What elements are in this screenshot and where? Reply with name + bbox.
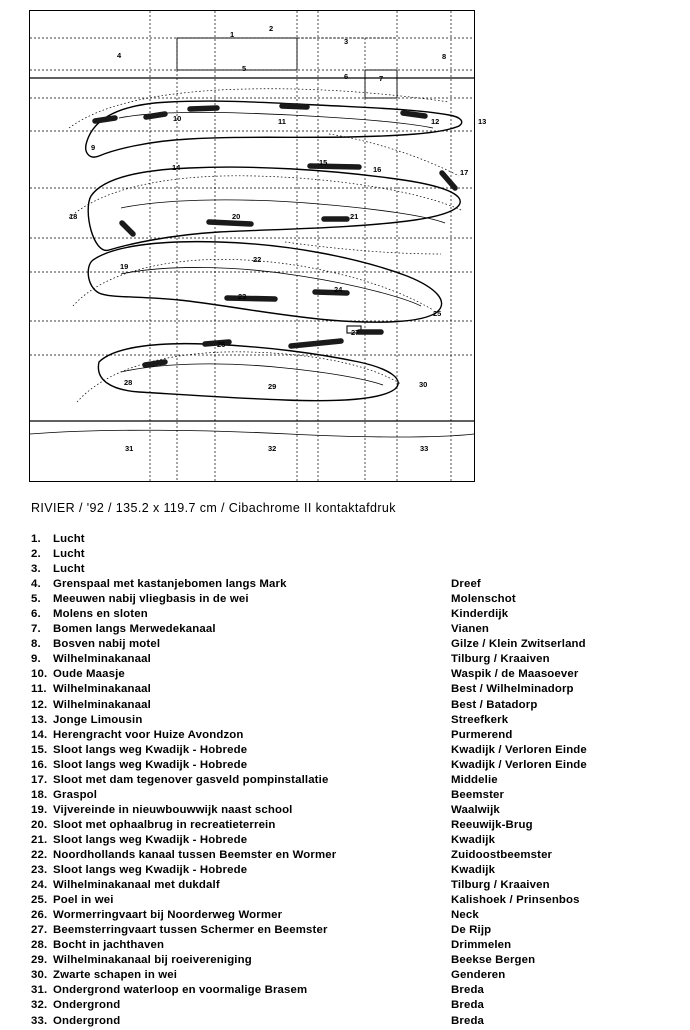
legend-row xyxy=(31,894,671,909)
legend-row xyxy=(31,984,671,999)
legend-number: 20. xyxy=(31,818,48,831)
legend-row xyxy=(31,924,671,939)
legend-description: Meeuwen nabij vliegbasis in de wei xyxy=(53,593,249,606)
legend-description: Wilhelminakanaal xyxy=(53,653,151,666)
legend-location: Streefkerk xyxy=(451,713,509,726)
legend-row xyxy=(31,1015,671,1030)
legend-number: 21. xyxy=(31,833,48,846)
legend-row xyxy=(31,623,671,638)
map-cell-number: 15 xyxy=(319,158,328,167)
legend-description: Sloot met ophaalbrug in recreatieterrein xyxy=(53,818,276,831)
legend-row xyxy=(31,864,671,879)
legend-location: Tilburg / Kraaiven xyxy=(451,653,550,666)
legend-row xyxy=(31,849,671,864)
legend-number: 12. xyxy=(31,698,48,711)
legend-location: Neck xyxy=(451,909,479,922)
legend-location: Dreef xyxy=(451,578,481,591)
map-cell-number: 23 xyxy=(238,292,247,301)
map-cell-number: 28 xyxy=(124,378,133,387)
legend-description: Lucht xyxy=(53,563,85,576)
map-cell-number: 21 xyxy=(350,212,359,221)
legend-description: Zwarte schapen in wei xyxy=(53,969,178,982)
legend-location: Zuidoostbeemster xyxy=(451,848,553,861)
legend-number: 16. xyxy=(31,758,48,771)
legend-description: Poel in wei xyxy=(53,894,114,907)
map-cell-number: 16 xyxy=(373,165,382,174)
legend-number: 18. xyxy=(31,788,48,801)
legend-description: Sloot langs weg Kwadijk - Hobrede xyxy=(53,743,248,756)
map-cell-number: 22 xyxy=(253,255,262,264)
legend-description: Wilhelminakanaal bij roeivereniging xyxy=(53,954,252,967)
map-cell-number: 32 xyxy=(268,444,277,453)
legend-number: 8. xyxy=(31,638,41,651)
map-cell-number: 12 xyxy=(431,117,440,126)
legend-row xyxy=(31,593,671,608)
map-cell-number: 18 xyxy=(69,212,78,221)
legend-row xyxy=(31,714,671,729)
map-cell-number: 17 xyxy=(460,168,469,177)
legend-description: Noordhollands kanaal tussen Beemster en Wormer xyxy=(53,848,337,861)
legend-location: Purmerend xyxy=(451,728,513,741)
legend-row xyxy=(31,563,671,578)
legend-location: Waalwijk xyxy=(451,803,500,816)
legend-number: 6. xyxy=(31,608,41,621)
legend-description: Vijvereinde in nieuwbouwwijk naast school xyxy=(53,803,293,816)
map-cell-number: 26 xyxy=(217,340,226,349)
legend-row xyxy=(31,683,671,698)
legend-row xyxy=(31,879,671,894)
legend-row xyxy=(31,578,671,593)
map-cell-number: 11 xyxy=(278,117,286,126)
legend-row xyxy=(31,789,671,804)
legend-description: Ondergrond xyxy=(53,999,121,1012)
map-cell-number: 27 xyxy=(351,328,360,337)
legend-number: 31. xyxy=(31,984,48,997)
legend-number: 28. xyxy=(31,939,48,952)
legend-description: Bosven nabij motel xyxy=(53,638,161,651)
legend-number: 30. xyxy=(31,969,48,982)
legend-location: Best / Wilhelminadorp xyxy=(451,683,574,696)
legend-number: 29. xyxy=(31,954,48,967)
legend-location: Breda xyxy=(451,1014,485,1027)
legend-number: 22. xyxy=(31,848,48,861)
legend-number: 15. xyxy=(31,743,48,756)
map-cell-number: 29 xyxy=(268,382,277,391)
legend-number: 25. xyxy=(31,894,48,907)
map-cell-number: 4 xyxy=(117,51,122,60)
legend-location: Genderen xyxy=(451,969,506,982)
legend-row xyxy=(31,699,671,714)
map-cell-number: 10 xyxy=(173,114,182,123)
legend-row xyxy=(31,638,671,653)
map-cell-number: 14 xyxy=(172,163,181,172)
legend-location: Best / Batadorp xyxy=(451,698,538,711)
legend-location: Kwadijk xyxy=(451,833,496,846)
map-cell-number: 3 xyxy=(344,37,349,46)
map-cell-number: 24 xyxy=(334,285,343,294)
legend-number: 3. xyxy=(31,563,41,576)
legend-location: Tilburg / Kraaiven xyxy=(451,879,550,892)
legend-row xyxy=(31,608,671,623)
legend-number: 24. xyxy=(31,879,48,892)
legend-row xyxy=(31,548,671,563)
legend-location: Beemster xyxy=(451,788,505,801)
legend-number: 26. xyxy=(31,909,48,922)
legend-number: 33. xyxy=(31,1014,48,1027)
legend-number: 13. xyxy=(31,713,48,726)
legend-location: Kwadijk xyxy=(451,864,496,877)
legend-description: Bomen langs Merwedekanaal xyxy=(53,623,216,636)
legend-description: Ondergrond xyxy=(53,1014,121,1027)
legend-description: Beemsterringvaart tussen Schermer en Beemster xyxy=(53,924,328,937)
legend-location: Waspik / de Maasoever xyxy=(451,668,579,681)
legend-number: 27. xyxy=(31,924,48,937)
legend-location: Drimmelen xyxy=(451,939,512,952)
legend-row xyxy=(31,774,671,789)
legend-row xyxy=(31,804,671,819)
map-drawing xyxy=(29,10,475,482)
map-cell-number: 1 xyxy=(230,30,235,39)
legend-description: Oude Maasje xyxy=(53,668,125,681)
legend-description: Graspol xyxy=(53,788,98,801)
legend-location: Kinderdijk xyxy=(451,608,509,621)
legend-description: Grenspaal met kastanjebomen langs Mark xyxy=(53,578,287,591)
legend-location: Middelie xyxy=(451,773,498,786)
legend-description: Jonge Limousin xyxy=(53,713,143,726)
legend-number: 23. xyxy=(31,864,48,877)
legend-description: Sloot langs weg Kwadijk - Hobrede xyxy=(53,864,248,877)
legend-location: Reeuwijk-Brug xyxy=(451,818,533,831)
legend-row xyxy=(31,909,671,924)
legend-row xyxy=(31,834,671,849)
legend-location: Kalishoek / Prinsenbos xyxy=(451,894,580,907)
legend-description: Molens en sloten xyxy=(53,608,148,621)
legend-list xyxy=(31,533,671,1030)
map-cell-number: 19 xyxy=(120,262,129,271)
legend-row xyxy=(31,969,671,984)
legend-description: Wormerringvaart bij Noorderweg Wormer xyxy=(53,909,283,922)
legend-number: 1. xyxy=(31,533,41,545)
legend-description: Sloot met dam tegenover gasveld pompinstallatie xyxy=(53,773,329,786)
map-cell-number: 2 xyxy=(269,24,274,33)
map-cell-number: 5 xyxy=(242,64,247,73)
legend-row xyxy=(31,939,671,954)
map-cell-number: 30 xyxy=(419,380,428,389)
legend-location: Kwadijk / Verloren Einde xyxy=(451,758,587,771)
legend-description: Ondergrond waterloop en voormalige Brasem xyxy=(53,984,308,997)
legend-row xyxy=(31,999,671,1014)
legend-number: 7. xyxy=(31,623,41,636)
map-cell-number: 13 xyxy=(478,117,487,126)
map-cell-number: 8 xyxy=(442,52,447,61)
legend-number: 10. xyxy=(31,668,48,681)
legend-row xyxy=(31,533,671,548)
legend-location: Beekse Bergen xyxy=(451,954,536,967)
legend-description: Lucht xyxy=(53,533,85,545)
legend-number: 5. xyxy=(31,593,41,606)
map-cell-number: 20 xyxy=(232,212,241,221)
artwork-caption: RIVIER / '92 / 135.2 x 119.7 cm / Cibachrome II kontaktafdruk xyxy=(31,501,396,515)
map-cell-number: 9 xyxy=(91,143,96,152)
legend-row xyxy=(31,729,671,744)
legend-number: 11. xyxy=(31,683,47,696)
legend-row xyxy=(31,744,671,759)
legend-location: Vianen xyxy=(451,623,490,636)
legend-number: 4. xyxy=(31,578,41,591)
legend-number: 17. xyxy=(31,773,48,786)
map-cell-number: 7 xyxy=(379,74,384,83)
legend-row xyxy=(31,668,671,683)
map-cell-number: 33 xyxy=(420,444,429,453)
legend-description: Bocht in jachthaven xyxy=(53,939,165,952)
legend-description: Herengracht voor Huize Avondzon xyxy=(53,728,244,741)
legend-location: Breda xyxy=(451,999,485,1012)
map-cell-number: 25 xyxy=(433,309,442,318)
legend-location: Gilze / Klein Zwitserland xyxy=(451,638,586,651)
legend-description: Wilhelminakanaal xyxy=(53,683,151,696)
legend-description: Sloot langs weg Kwadijk - Hobrede xyxy=(53,758,248,771)
legend-location: Breda xyxy=(451,984,485,997)
map-cell-number: 6 xyxy=(344,72,349,81)
legend-description: Sloot langs weg Kwadijk - Hobrede xyxy=(53,833,248,846)
legend-location: De Rijp xyxy=(451,924,492,937)
legend-description: Wilhelminakanaal met dukdalf xyxy=(53,879,220,892)
map-cell-number: 31 xyxy=(125,444,134,453)
legend-row xyxy=(31,819,671,834)
legend-description: Wilhelminakanaal xyxy=(53,698,151,711)
legend-row xyxy=(31,954,671,969)
legend-number: 2. xyxy=(31,548,41,561)
legend-row xyxy=(31,759,671,774)
legend-row xyxy=(31,653,671,668)
legend-number: 9. xyxy=(31,653,41,666)
legend-number: 14. xyxy=(31,728,48,741)
legend-location: Molenschot xyxy=(451,593,516,606)
legend-number: 32. xyxy=(31,999,48,1012)
legend-number: 19. xyxy=(31,803,48,816)
legend-description: Lucht xyxy=(53,548,85,561)
legend-location: Kwadijk / Verloren Einde xyxy=(451,743,587,756)
map-figure xyxy=(29,10,487,482)
